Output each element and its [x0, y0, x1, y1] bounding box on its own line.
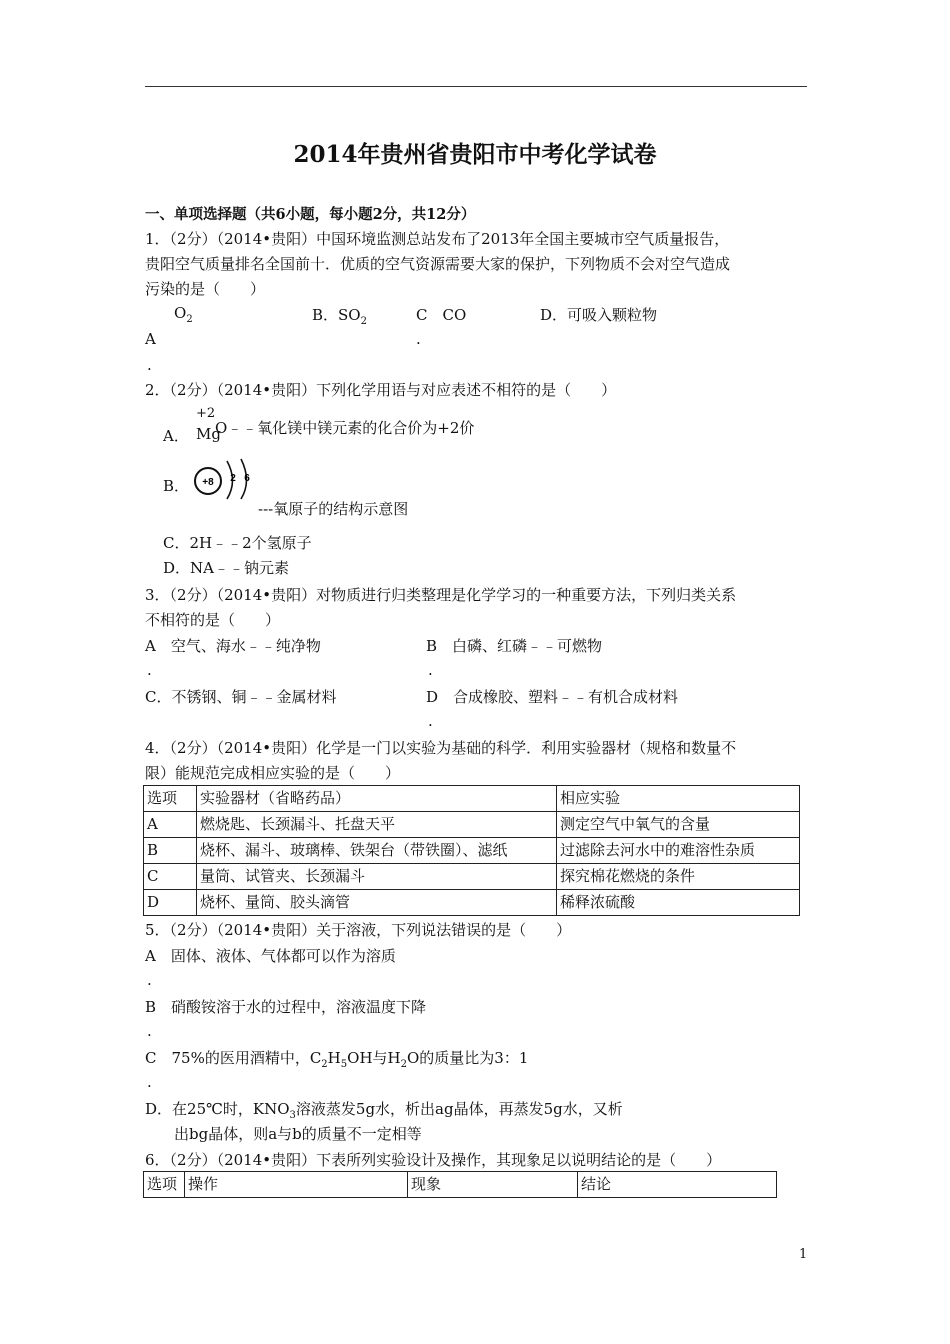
table-row	[144, 812, 800, 838]
q3-line1: 3．（2分）（2014•贵阳）对物质进行归类整理是化学学习的一种重要方法，下列归类关系	[145, 586, 737, 604]
table-cell: 烧杯、量筒、胶头滴管	[197, 890, 557, 916]
q1-line2: 贵阳空气质量排名全国前十．优质的空气资源需要大家的保护，下列物质不会对空气造成	[145, 255, 731, 273]
q5-option-a[interactable]: A 固体、液体、气体都可以作为溶质	[145, 947, 396, 965]
q5-option-d[interactable]: D．在25℃时，$KNO_3$溶液蒸发5g水，析出ag晶体，再蒸发5g水，又析	[145, 1100, 623, 1121]
q4-line1: 4．（2分）（2014•贵阳）化学是一门以实验为基础的科学．利用实验器材（规格和数量不	[145, 739, 737, 757]
q5-option-b[interactable]: B 硝酸铵溶于水的过程中，溶液温度下降	[145, 998, 427, 1016]
table-cell: C	[144, 864, 197, 890]
table-cell: 测定空气中氧气的含量	[557, 812, 800, 838]
table-header-cell: 现象	[408, 1172, 578, 1198]
q5-option-c-dot: .	[147, 1073, 152, 1091]
q5-option-d-line2: 出bg晶体，则a与b的质量不一定相等	[174, 1125, 422, 1143]
q6-stem: 6．（2分）（2014•贵阳）下表所列实验设计及操作，其现象足以说明结论的是（ ）	[145, 1151, 722, 1169]
q3-line2: 不相符的是（ ）	[145, 611, 281, 629]
q1-option-c-dot: .	[416, 330, 421, 348]
page-number: 1	[799, 1247, 808, 1262]
q1-option-c[interactable]: C CO	[416, 306, 467, 324]
q1-option-d[interactable]: D．可吸入颗粒物	[540, 306, 658, 324]
q2-stem: 2．（2分）（2014•贵阳）下列化学用语与对应表述不相符的是（ ）	[145, 381, 617, 399]
header-rule	[145, 86, 807, 87]
q1-option-a-letter: A	[145, 330, 156, 348]
table-cell: 过滤除去河水中的难溶性杂质	[557, 838, 800, 864]
q5-option-b-dot: .	[147, 1022, 152, 1040]
q1-line1: 1．（2分）（2014•贵阳）中国环境监测总站发布了2013年全国主要城市空气质量报告，	[145, 230, 730, 248]
q1-option-a[interactable]: $O_2$	[174, 304, 193, 325]
shell-1-electrons: 2	[230, 473, 236, 484]
table-header-cell: 操作	[185, 1172, 408, 1198]
q3-option-d[interactable]: D 合成橡胶、塑料﹣﹣有机合成材料	[426, 688, 679, 706]
table-header-row	[144, 786, 800, 812]
section-heading: 一、单项选择题（共6小题，每小题2分，共12分）	[145, 206, 476, 223]
q6-table	[143, 1171, 777, 1198]
table-header-cell: 选项	[144, 786, 197, 812]
q3-option-a[interactable]: A 空气、海水﹣﹣纯净物	[145, 637, 321, 655]
table-cell: 稀释浓硫酸	[557, 890, 800, 916]
q2-option-c[interactable]: C．2H﹣﹣2个氢原子	[163, 534, 312, 552]
q2-option-d[interactable]: D．NA﹣﹣钠元素	[163, 559, 289, 577]
table-row	[144, 864, 800, 890]
q2-option-a-label[interactable]: A．	[163, 427, 189, 445]
q2-option-a-valence: +2	[196, 406, 216, 421]
q2-option-a-element: Mg	[196, 425, 221, 443]
table-cell: 探究棉花燃烧的条件	[557, 864, 800, 890]
q2-option-b-label[interactable]: B．	[163, 477, 190, 495]
q3-option-b-dot: .	[428, 661, 433, 679]
table-header-row	[144, 1172, 777, 1198]
q1-option-b[interactable]: B．$SO_2$	[312, 306, 367, 327]
q1-line3: 污染的是（ ）	[145, 280, 266, 298]
table-cell: 燃烧匙、长颈漏斗、托盘天平	[197, 812, 557, 838]
q5-option-c[interactable]: C 75%的医用酒精中，$C_2H_5OH$与$H_2O$的质量比为3：1	[145, 1049, 529, 1070]
shell-2-electrons: 6	[244, 473, 250, 484]
table-cell: D	[144, 890, 197, 916]
table-header-cell: 选项	[144, 1172, 185, 1198]
table-cell: A	[144, 812, 197, 838]
q3-option-d-dot: .	[428, 712, 433, 730]
table-header-cell: 结论	[578, 1172, 777, 1198]
table-header-cell: 实验器材（省略药品）	[197, 786, 557, 812]
q4-table	[143, 785, 800, 916]
page-title: 2014年贵州省贵阳市中考化学试卷	[293, 141, 657, 168]
q3-option-b[interactable]: B 白磷、红磷﹣﹣可燃物	[426, 637, 603, 655]
oxygen-atom-diagram	[190, 455, 260, 501]
q5-stem: 5．（2分）（2014•贵阳）关于溶液，下列说法错误的是（ ）	[145, 921, 572, 939]
q3-option-c[interactable]: C．不锈钢、铜﹣﹣金属材料	[145, 688, 337, 706]
table-row	[144, 838, 800, 864]
table-cell: 烧杯、漏斗、玻璃棒、铁架台（带铁圈）、滤纸	[197, 838, 557, 864]
q3-option-a-dot: .	[147, 661, 152, 679]
q5-option-a-dot: .	[147, 971, 152, 989]
q2-option-b-text: ---氧原子的结构示意图	[258, 500, 409, 518]
q4-line2: 限）能规范完成相应实验的是（ ）	[145, 764, 401, 782]
table-cell: 量筒、试管夹、长颈漏斗	[197, 864, 557, 890]
nucleus-label: +8	[202, 477, 214, 488]
table-cell: B	[144, 838, 197, 864]
table-header-cell: 相应实验	[557, 786, 800, 812]
q2-option-a-text: O﹣﹣氧化镁中镁元素的化合价为+2价	[215, 419, 475, 437]
q1-option-a-dot: .	[147, 356, 152, 374]
table-row	[144, 890, 800, 916]
